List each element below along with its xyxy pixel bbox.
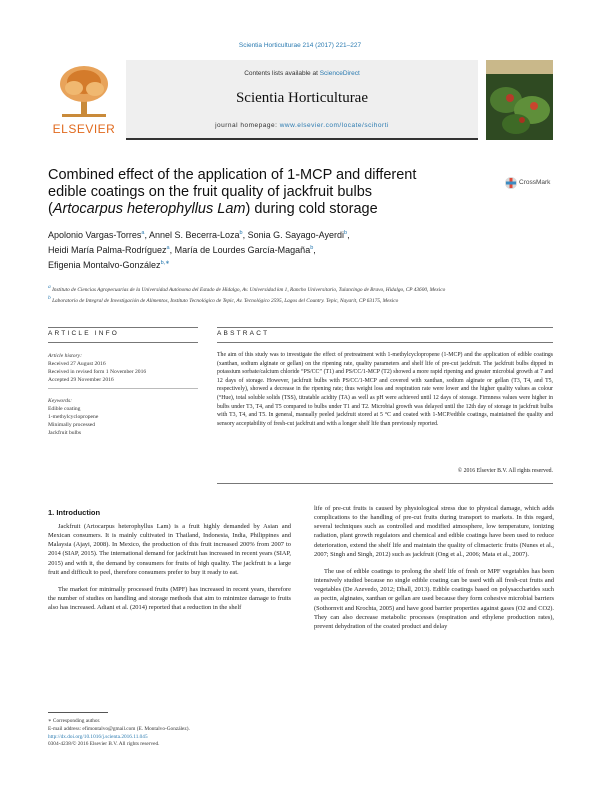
masthead-banner [126, 60, 478, 140]
tree-icon [54, 62, 114, 120]
journal-masthead [48, 60, 553, 140]
paragraph: The use of edible coatings to prolong the shelf life of fresh or MPF vegetables has been intensively studied because no single edible coating can be used with all fresh-cut fruits and vegetables (De Azevedo, 2012; Dhall, 2013). Edible coatings based on polysaccharides such as pectin, alginates, xanthan or gellan are used because they form cohesive microbial barriers (Sothornvit and Krochta, 2005) and have good barrier properties against gases (O2 and CO2). They can also decrease metabolic processes (respiration and ethylene production rates), prevent dehydration of the coated product and delay [314, 567, 554, 630]
elsevier-logo [48, 60, 120, 140]
author: Heidi María Palma-Rodríguez [48, 245, 167, 256]
paragraph: life of pre-cut fruits is caused by physiological stress due to physical damage, which adds complications to the handling of pre-cut fruits during transport to markets. In this regard, several techniques such as controlled and modified atmosphere, low temperature, ionizing radiation, plant growth regulators and chemical and edible coatings have been used to reduce deterioration, extend the shelf life and maintain the quality of climacteric fruits (Nunes et al., 2007; Singh and Singh, 2012) such as jackfruit (Ong et al., 2006; Mata et al., 2007). [314, 505, 554, 558]
divider [217, 483, 553, 484]
author-list: Apolonio Vargas-Torres$^a$, Annel S. Becerra-Loza$^b$, Sonia G. Sayago-Ayerdi$^b$, Heidi María Palma-Rodríguez$^a$, María de Lourdes García-Magaña$^b$, Efigenia Montalvo-González$^{b,∗}$ [48, 230, 350, 271]
author: Efigenia Montalvo-González [48, 260, 161, 271]
keyword: Jackfruit bulbs [48, 430, 82, 436]
sciencedirect-link[interactable]: ScienceDirect [319, 70, 360, 77]
article-info-heading: ARTICLE INFO [48, 330, 120, 337]
keyword: 1-methylcyclopropene [48, 414, 99, 420]
crossmark-label: CrossMark [519, 179, 551, 186]
article-title: Combined effect of the application of 1-MCP and different edible coatings on the fruit quality of jackfruit bulbs (Artocarpus heterophyllus Lam) during cold storage [48, 167, 417, 217]
paragraph: Jackfruit (Artocarpus heterophyllus Lam) is a fruit highly demanded by Asian and Mexican consumers. It is mainly cultivated in Thailand, Indonesia, India, Philippines and Malaysia (Ajayi, 2008). In Mexico, the production of this fruit increased 200% from 2007 to 2014 (SIAP, 2015). The international demand for jackfruit has increased in recent years (SIAP, 2015) and with it, the demand by consumers for fruits of high quality. The jackfruit is a large fruit and difficult to peel, therefore consumers prefer to buy it ready to eat. [48, 523, 291, 576]
email-line[interactable]: E-mail address: efimontalvo@gmail.com (E. Montalvo-González). [48, 725, 190, 732]
divider [217, 327, 553, 328]
divider [48, 388, 198, 389]
divider [48, 342, 198, 343]
paragraph: The market for minimally processed fruits (MPF) has increased in recent years, therefore the number of studies on handling and storage methods that aim to minimize damage to fruits also has increased. Adiani et al. (2014) reported that a reduction in the shelf [48, 585, 291, 612]
author: María de Lourdes García-Magaña [174, 245, 311, 256]
footnotes: ∗ Corresponding author. E-mail address: efimontalvo@gmail.com (E. Montalvo-González). http://dx.doi.org/10.1016/j.scienta.2016.11.045 0304-4238/© 2016 Elsevier B.V. All rights reserved. [48, 718, 308, 749]
doi-link[interactable]: http://dx.doi.org/10.1016/j.scienta.2016.11.045 [48, 733, 148, 740]
abstract-text: The aim of this study was to investigate the effect of pretreatment with 1-methylcyclopropene (1-MCP) and the application of edible coatings (xanthan, sodium alginate or gellan) on the ripening rate, quality parameters and shelf life of pre-cut jackfruit. The jackfruit bulbs dipped in potassium sorbate/calcium chloride “PS/CC” (T1) and PS/CC/1-MCP (T2) showed a more rapid ripening and greater microbial growth at 7 and 12 days of storage. However, jackfruit bulbs with PS/CC/1-MCP and covered with xanthan, sodium alginate or gellan (T3, T4, and T5, respectively), showed a decrease in the ripening rate; thus weight loss and respiration rate were lower and the higher quality values as colour (°Hue), total soluble solids (TSS), titratable acidity (TA) as well as pH were achieved until 12 days of storage. Firmness values were higher in bulbs under T3, T4, and T5 compared to bulbs under T1 and T2. Microbial growth was delayed until the 12th day of storage in jackfruit bulbs with T3, T4, and T5. In general, manually peeled jackfruit stored at 5 °C and coated with 1-MCP/edible coatings, maintained the quality and sensory acceptability of fresh-cut jackfruit and with a longer shelf life than previously reported. [217, 352, 553, 427]
elsevier-wordmark: ELSEVIER [52, 122, 116, 136]
affiliation-b: $^b$ Laboratorio de Integral de Investigación de Alimentos, Instituto Tecnológico de Tepic, Av. Tecnológico 2595, Lagos del Country. Tepic, Nayarit, CP 63175, Mexico [48, 294, 399, 304]
crossmark-icon [505, 176, 517, 190]
journal-reference[interactable]: Scientia Horticulturae 214 (2017) 221–227 [238, 42, 362, 49]
abstract-heading: ABSTRACT [217, 330, 270, 337]
divider [217, 342, 553, 343]
keyword: Minimally processed [48, 422, 96, 428]
journal-cover-image [486, 60, 553, 140]
journal-title: Scientia Horticulturae [235, 90, 369, 106]
author: Apolonio Vargas-Torres [48, 230, 142, 240]
affiliations [48, 283, 553, 305]
text-column-right [314, 504, 554, 639]
article-history: Article history: Received 27 August 2016 Received in revised form 1 November 2016 Accepted 29 November 2016 [48, 353, 147, 383]
section-heading: 1. Introduction [48, 508, 101, 517]
affiliation-a: $^a$ Instituto de Ciencias Agropecuarias de la Universidad Autónoma del Estado de Hidalgo, Av. Universidad km 1, Rancho Universitario, Tulancingo de Bravo, Hidalgo, CP 43600, Mexico [48, 284, 446, 293]
divider [48, 327, 198, 328]
homepage-line: journal homepage: www.elsevier.com/locate/scihorti [215, 122, 389, 129]
homepage-link[interactable]: www.elsevier.com/locate/scihorti [279, 122, 389, 129]
keywords: Keywords: Edible coating 1-methylcyclopropene Minimally processed Jackfruit bulbs [48, 397, 198, 437]
author: Annel S. Becerra-Loza [148, 230, 240, 240]
keyword: Edible coating [48, 406, 81, 412]
crossmark-badge[interactable] [505, 176, 555, 192]
author: Sonia G. Sayago-Ayerdi [247, 230, 344, 240]
copyright: © 2016 Elsevier B.V. All rights reserved. [457, 468, 553, 474]
contents-line: Contents lists available at ScienceDirect [244, 70, 360, 77]
footnote-rule [48, 712, 108, 713]
text-column-left [48, 522, 291, 620]
